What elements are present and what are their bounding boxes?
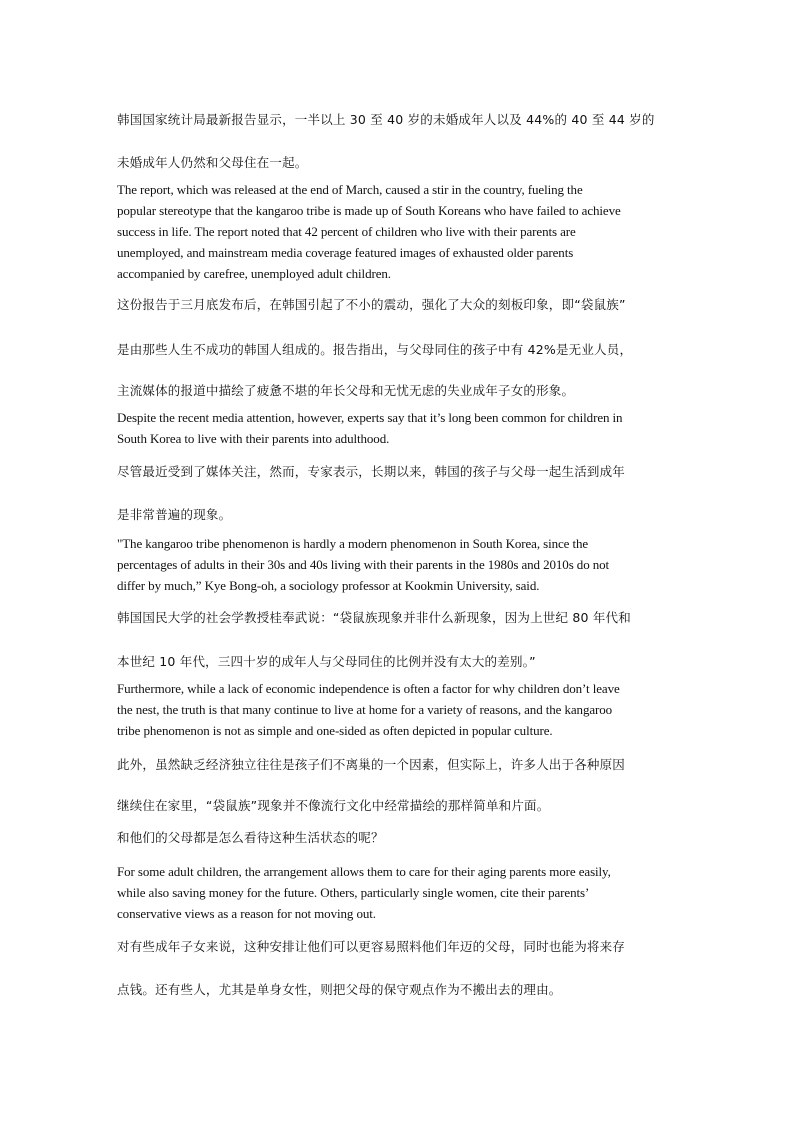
text-line-en: success in life. The report noted that 42 percent of children who live with their parents are <box>117 224 576 239</box>
text-line-zh: 韩国国民大学的社会学教授桂奉武说：“袋鼠族现象并非什么新现象，因为上世纪 80 年代和 <box>117 610 631 625</box>
text-line-en: percentages of adults in their 30s and 40s living with their parents in the 1980s and 2010s do not <box>117 557 610 572</box>
text-line-zh: 继续住在家里，“袋鼠族”现象并不像流行文化中经常描绘的那样简单和片面。 <box>117 798 550 813</box>
text-line-en: Furthermore, while a lack of economic independence is often a factor for why children don’t leave <box>117 681 620 696</box>
text-line-zh: 是非常普遍的现象。 <box>117 507 232 522</box>
text-line-zh: 这份报告于三月底发布后，在韩国引起了不小的震动，强化了大众的刻板印象，即“袋鼠族” <box>117 297 626 312</box>
text-line-zh: 是由那些人生不成功的韩国人组成的。报告指出，与父母同住的孩子中有 42%是无业人员， <box>117 342 633 357</box>
text-line-en: tribe phenomenon is not as simple and one-sided as often depicted in popular culture. <box>117 723 553 738</box>
text-line-en: Despite the recent media attention, however, experts say that it’s long been common for children in <box>117 410 623 425</box>
text-line-en: while also saving money for the future. Others, particularly single women, cite their parents’ <box>117 885 590 900</box>
text-line-en: "The kangaroo tribe phenomenon is hardly a modern phenomenon in South Korea, since the <box>117 536 589 551</box>
text-line-en: conservative views as a reason for not moving out. <box>117 906 376 921</box>
text-line-en: South Korea to live with their parents into adulthood. <box>117 431 390 446</box>
text-line-zh: 点钱。还有些人，尤其是单身女性，则把父母的保守观点作为不搬出去的理由。 <box>117 982 562 997</box>
text-line-en: The report, which was released at the end of March, caused a stir in the country, fueling the <box>117 182 583 197</box>
text-line-zh: 此外，虽然缺乏经济独立往往是孩子们不离巢的一个因素，但实际上，许多人出于各种原因 <box>117 757 626 772</box>
text-line-en: accompanied by carefree, unemployed adult children. <box>117 266 391 281</box>
text-line-en: unemployed, and mainstream media coverage featured images of exhausted older parents <box>117 245 574 260</box>
text-line-en: popular stereotype that the kangaroo tribe is made up of South Koreans who have failed to achieve <box>117 203 621 218</box>
text-line-zh: 对有些成年子女来说，这种安排让他们可以更容易照料他们年迈的父母，同时也能为将来存 <box>117 939 626 954</box>
text-line-zh: 尽管最近受到了媒体关注，然而，专家表示，长期以来，韩国的孩子与父母一起生活到成年 <box>117 464 626 479</box>
text-line-zh: 和他们的父母都是怎么看待这种生活状态的呢？ <box>117 830 384 845</box>
text-line-en: the nest, the truth is that many continue to live at home for a variety of reasons, and the kangaroo <box>117 702 613 717</box>
text-line-zh: 韩国国家统计局最新报告显示，一半以上 30 至 40 岁的未婚成年人以及 44%的 40 至 44 岁的 <box>117 112 655 127</box>
text-line-en: differ by much,” Kye Bong-oh, a sociology professor at Kookmin University, said. <box>117 578 540 593</box>
text-line-zh: 主流媒体的报道中描绘了疲惫不堪的年长父母和无忧无虑的失业成年子女的形象。 <box>117 383 575 398</box>
text-line-zh: 未婚成年人仍然和父母住在一起。 <box>117 155 308 170</box>
text-line-en: For some adult children, the arrangement allows them to care for their aging parents more easily, <box>117 864 611 879</box>
text-line-zh: 本世纪 10 年代，三四十岁的成年人与父母同住的比例并没有太大的差别。” <box>117 654 536 669</box>
